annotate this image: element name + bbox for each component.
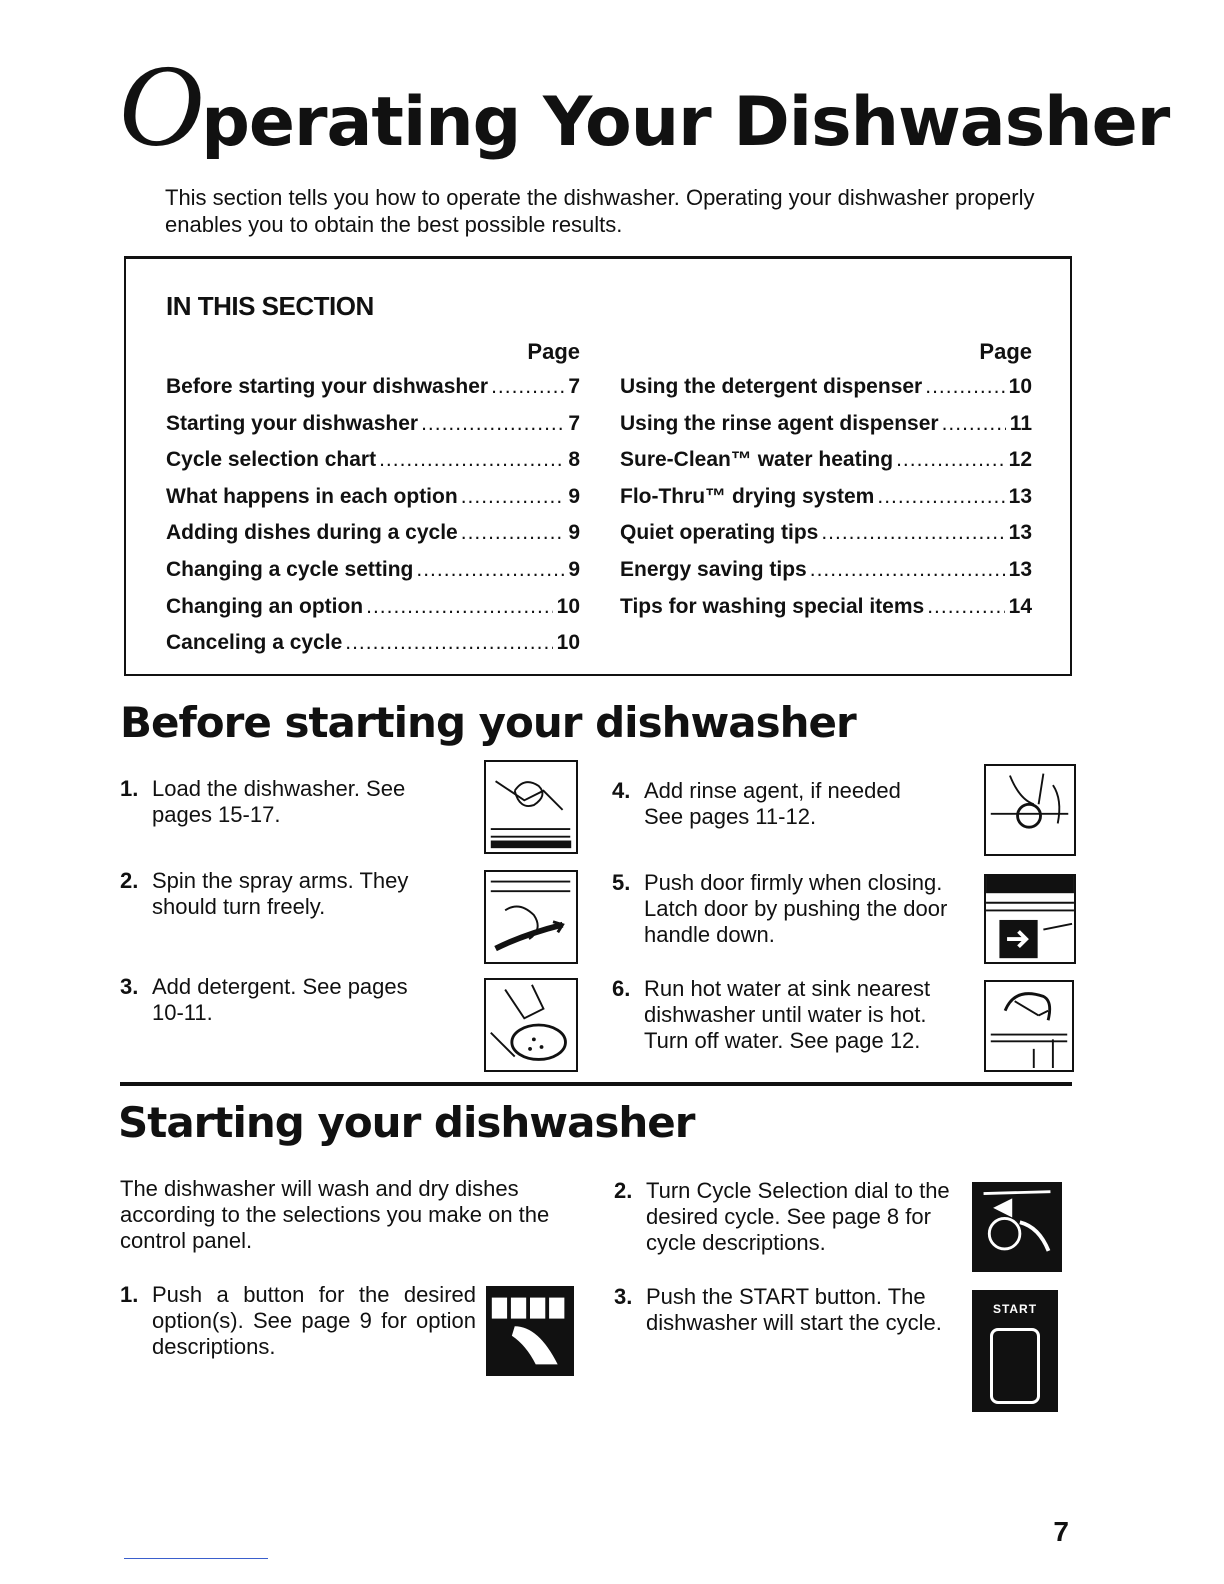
door-latch-icon xyxy=(984,874,1076,964)
toc-entry-page: 10 xyxy=(1008,375,1032,398)
toc-entry[interactable] xyxy=(166,631,580,668)
toc-entry[interactable] xyxy=(166,485,580,522)
title-text: perating Your Dishwasher xyxy=(201,83,1170,162)
cycle-dial-icon xyxy=(972,1182,1062,1272)
section-divider xyxy=(120,1082,1072,1086)
toc-entry[interactable] xyxy=(166,412,580,449)
toc-entry-page: 9 xyxy=(568,557,580,581)
step-number: 4. xyxy=(612,778,631,803)
step-number: 2. xyxy=(120,868,139,893)
starting-heading: Starting your dishwasher xyxy=(118,1098,695,1147)
toc-entry-label: Quiet operating tips xyxy=(620,521,819,545)
step-text: Run hot water at sink nearest dishwasher until water is hot. Turn off water. See page 12. xyxy=(644,976,931,1053)
starting-intro: The dishwasher will wash and dry dishes according to the selections you make on the control panel. xyxy=(120,1176,550,1253)
toc-entry-page: 10 xyxy=(556,631,580,655)
step-text: Add rinse agent, if needed See pages 11-12. xyxy=(644,778,901,829)
before-step xyxy=(120,974,440,1026)
toc-entry[interactable] xyxy=(620,485,1032,522)
toc-entry-label: Energy saving tips xyxy=(620,557,807,581)
section-intro: This section tells you how to operate the dishwasher. Operating your dishwasher properly enables you to obtain the best possible results. xyxy=(165,185,1035,237)
toc-entry-label: Flo-Thru™ drying system xyxy=(620,484,875,508)
step-number: 6. xyxy=(612,976,631,1001)
detergent-icon xyxy=(484,978,578,1072)
step-text: Add detergent. See pages 10-11. xyxy=(152,974,408,1025)
toc-entry[interactable] xyxy=(166,448,580,485)
toc-entry-label: Adding dishes during a cycle xyxy=(166,521,458,545)
toc-entry-label: What happens in each option xyxy=(166,484,458,508)
toc-entry-page: 11 xyxy=(1009,411,1032,435)
toc-entry-page: 9 xyxy=(568,521,580,545)
step-number: 1. xyxy=(120,776,139,801)
toc-entry-label: Changing an option xyxy=(166,594,364,618)
step-number: 3. xyxy=(120,974,139,999)
toc-entry-page: 9 xyxy=(568,484,580,508)
toc-entry[interactable] xyxy=(620,412,1032,449)
toc-entry-label: Starting your dishwasher xyxy=(166,411,419,435)
starting-step xyxy=(614,1284,964,1336)
toc-entry-label: Sure-Clean™ water heating xyxy=(620,448,894,472)
start-button-outline xyxy=(990,1328,1040,1404)
toc-entry-page: 14 xyxy=(1008,594,1032,618)
before-step xyxy=(120,776,420,828)
toc-entry[interactable] xyxy=(620,521,1032,558)
before-step xyxy=(612,976,952,1054)
toc-entry[interactable] xyxy=(166,375,580,412)
toc-entry-page: 13 xyxy=(1008,557,1032,581)
in-this-section-box xyxy=(124,256,1072,676)
toc-left-column xyxy=(166,339,580,668)
step-number: 3. xyxy=(614,1284,633,1309)
step-number: 2. xyxy=(614,1178,633,1203)
toc-entry-page: 13 xyxy=(1008,521,1032,545)
toc-entry-page: 13 xyxy=(1008,484,1032,508)
start-label: START xyxy=(992,1302,1038,1316)
toc-entry-label: Canceling a cycle xyxy=(166,631,343,655)
toc-entry-label: Cycle selection chart xyxy=(166,448,377,472)
toc-entry[interactable] xyxy=(620,375,1032,412)
option-buttons-icon xyxy=(486,1286,574,1376)
before-starting-heading: Before starting your dishwasher xyxy=(120,698,856,747)
spray-arm-icon xyxy=(484,870,578,964)
toc-entry-page: 8 xyxy=(568,448,580,472)
step-number: 5. xyxy=(612,870,631,895)
starting-step xyxy=(120,1282,476,1360)
page-title xyxy=(118,38,1169,174)
before-step xyxy=(612,778,932,830)
footer-line xyxy=(124,1558,268,1559)
load-dishes-icon xyxy=(484,760,578,854)
before-step xyxy=(120,868,420,920)
toc-entry[interactable] xyxy=(620,448,1032,485)
toc-entry[interactable] xyxy=(166,558,580,595)
toc-entry-page: 10 xyxy=(556,594,580,618)
step-text: Turn Cycle Selection dial to the desired cycle. See page 8 for cycle descriptions. xyxy=(646,1178,950,1255)
toc-entry[interactable] xyxy=(166,521,580,558)
step-text: Push a button for the desired option(s). See page 9 for option descriptions. xyxy=(152,1282,476,1359)
toc-entry[interactable] xyxy=(166,595,580,632)
toc-heading: IN THIS SECTION xyxy=(166,291,374,321)
toc-page-label: Page xyxy=(979,339,1032,364)
step-text: Load the dishwasher. See pages 15-17. xyxy=(152,776,406,827)
toc-entry-label: Using the detergent dispenser xyxy=(620,375,923,398)
toc-entry-page: 7 xyxy=(568,411,580,435)
before-step xyxy=(612,870,972,948)
toc-entry[interactable] xyxy=(620,595,1032,632)
starting-step xyxy=(614,1178,954,1256)
toc-entry-label: Before starting your dishwasher xyxy=(166,375,489,398)
step-text: Spin the spray arms. They should turn freely. xyxy=(152,868,409,919)
step-number: 1. xyxy=(120,1282,139,1307)
toc-right-column xyxy=(620,339,1032,631)
toc-entry-label: Tips for washing special items xyxy=(620,594,925,618)
title-initial: O xyxy=(118,40,202,171)
step-text: Push door firmly when closing. Latch door by pushing the door handle down. xyxy=(644,870,948,947)
toc-entry[interactable] xyxy=(620,558,1032,595)
toc-entry-page: 7 xyxy=(568,375,580,398)
toc-entry-label: Using the rinse agent dispenser xyxy=(620,411,939,435)
start-button-icon[interactable] xyxy=(972,1290,1058,1412)
toc-entry-page: 12 xyxy=(1008,448,1032,472)
toc-page-label: Page xyxy=(527,339,580,364)
page-number: 7 xyxy=(1053,1516,1069,1547)
step-text: Push the START button. The dishwasher will start the cycle. xyxy=(646,1284,942,1335)
toc-entry-label: Changing a cycle setting xyxy=(166,557,414,581)
faucet-icon xyxy=(984,980,1074,1072)
rinse-agent-icon xyxy=(984,764,1076,856)
